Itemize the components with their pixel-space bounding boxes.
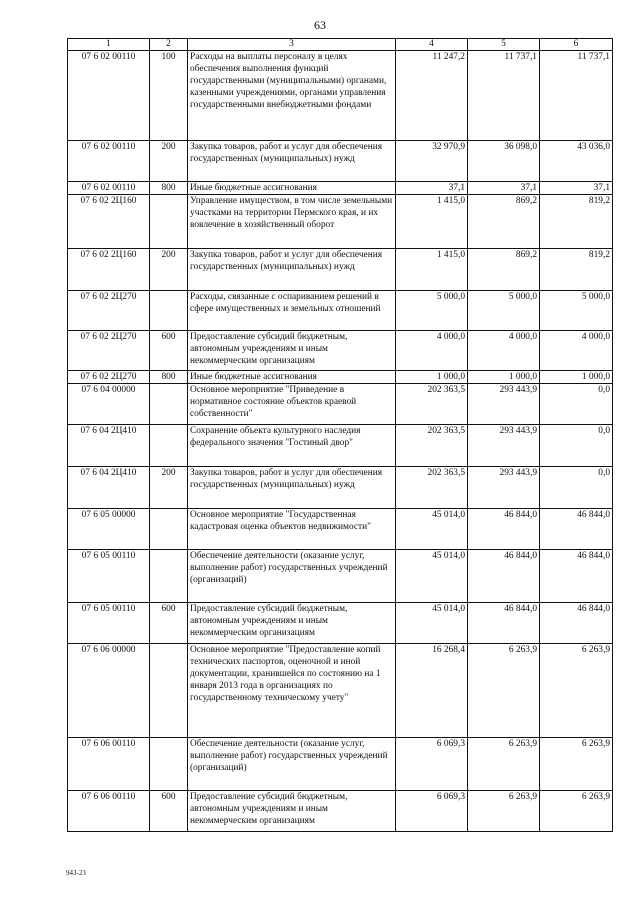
cell-value-year-2: 46 844,0 [468, 509, 540, 550]
cell-name: Управление имуществом, в том числе земельными участками на территории Пермского края, и их вовлечение в хозяйственный оборот [188, 195, 396, 249]
header-col-2: 2 [150, 39, 188, 51]
table-row [68, 644, 613, 738]
cell-value-year-1: 1 415,0 [396, 249, 468, 291]
cell-name: Предоставление субсидий бюджетным, автономным учреждениям и иным некоммерческим организациям [188, 331, 396, 371]
cell-value-year-1: 45 014,0 [396, 550, 468, 603]
cell-value-year-2: 293 443,9 [468, 425, 540, 467]
table-row [68, 467, 613, 509]
table-row [68, 603, 613, 644]
cell-name: Расходы, связанные с оспариванием решений в сфере имущественных и земельных отношений [188, 291, 396, 331]
footer-document-code: 943-23 [66, 869, 86, 877]
cell-value-year-3: 0,0 [540, 425, 613, 467]
cell-value-year-3: 1 000,0 [540, 371, 613, 384]
cell-value-year-1: 202 363,5 [396, 467, 468, 509]
cell-code: 07 6 02 2Ц270 [68, 331, 150, 371]
cell-name: Закупка товаров, работ и услуг для обеспечения государственных (муниципальных) нужд [188, 467, 396, 509]
cell-expense-type: 200 [150, 249, 188, 291]
cell-expense-type [150, 195, 188, 249]
cell-value-year-1: 1 000,0 [396, 371, 468, 384]
cell-value-year-1: 32 970,9 [396, 141, 468, 182]
cell-code: 07 6 02 2Ц160 [68, 195, 150, 249]
cell-value-year-2: 293 443,9 [468, 384, 540, 425]
cell-expense-type: 800 [150, 182, 188, 195]
cell-name: Предоставление субсидий бюджетным, автономным учреждениям и иным некоммерческим организациям [188, 791, 396, 832]
cell-value-year-2: 6 263,9 [468, 644, 540, 738]
cell-value-year-2: 37,1 [468, 182, 540, 195]
cell-value-year-2: 869,2 [468, 249, 540, 291]
cell-value-year-1: 45 014,0 [396, 509, 468, 550]
cell-value-year-3: 46 844,0 [540, 550, 613, 603]
cell-value-year-3: 0,0 [540, 467, 613, 509]
cell-name: Основное мероприятие "Государственная кадастровая оценка объектов недвижимости" [188, 509, 396, 550]
cell-expense-type [150, 738, 188, 791]
table-row [68, 291, 613, 331]
cell-expense-type [150, 384, 188, 425]
cell-name: Обеспечение деятельности (оказание услуг, выполнение работ) государственных учреждений (организаций) [188, 738, 396, 791]
cell-value-year-2: 46 844,0 [468, 603, 540, 644]
cell-code: 07 6 05 00000 [68, 509, 150, 550]
table-header-row [68, 39, 613, 51]
cell-value-year-1: 11 247,2 [396, 51, 468, 141]
table-row [68, 791, 613, 832]
cell-value-year-1: 16 268,4 [396, 644, 468, 738]
cell-value-year-2: 36 098,0 [468, 141, 540, 182]
header-col-4: 4 [396, 39, 468, 51]
cell-expense-type [150, 509, 188, 550]
cell-value-year-3: 6 263,9 [540, 644, 613, 738]
table-body [68, 51, 613, 832]
table-row [68, 51, 613, 141]
cell-value-year-3: 46 844,0 [540, 509, 613, 550]
cell-expense-type: 600 [150, 791, 188, 832]
cell-name: Закупка товаров, работ и услуг для обеспечения государственных (муниципальных) нужд [188, 141, 396, 182]
header-col-1: 1 [68, 39, 150, 51]
cell-value-year-1: 4 000,0 [396, 331, 468, 371]
cell-value-year-1: 37,1 [396, 182, 468, 195]
cell-value-year-2: 4 000,0 [468, 331, 540, 371]
cell-code: 07 6 02 2Ц270 [68, 291, 150, 331]
cell-code: 07 6 02 2Ц160 [68, 249, 150, 291]
cell-value-year-1: 45 014,0 [396, 603, 468, 644]
cell-name: Иные бюджетные ассигнования [188, 371, 396, 384]
budget-table [67, 38, 613, 832]
cell-value-year-3: 6 263,9 [540, 791, 613, 832]
cell-name: Закупка товаров, работ и услуг для обеспечения государственных (муниципальных) нужд [188, 249, 396, 291]
cell-value-year-3: 6 263,9 [540, 738, 613, 791]
header-col-5: 5 [468, 39, 540, 51]
cell-name: Расходы на выплаты персоналу в целях обеспечения выполнения функций государственными (муниципальными) органами, казенными учреждениями, органами управления государственными внебюджетными фондами [188, 51, 396, 141]
cell-code: 07 6 06 00110 [68, 791, 150, 832]
cell-value-year-3: 46 844,0 [540, 603, 613, 644]
cell-code: 07 6 06 00000 [68, 644, 150, 738]
cell-value-year-3: 37,1 [540, 182, 613, 195]
cell-code: 07 6 04 00000 [68, 384, 150, 425]
table-row [68, 182, 613, 195]
table-row [68, 550, 613, 603]
table-row [68, 195, 613, 249]
cell-code: 07 6 02 00110 [68, 182, 150, 195]
cell-value-year-2: 293 443,9 [468, 467, 540, 509]
table-row [68, 738, 613, 791]
table-row [68, 141, 613, 182]
cell-value-year-1: 6 069,3 [396, 738, 468, 791]
cell-name: Предоставление субсидий бюджетным, автономным учреждениям и иным некоммерческим организациям [188, 603, 396, 644]
cell-name: Основное мероприятие "Предоставление копий технических паспортов, оценочной и иной документации, хранившейся по состоянию на 1 января 2013 года в организациях по государственному техническому учету" [188, 644, 396, 738]
cell-value-year-1: 6 069,3 [396, 791, 468, 832]
table-row [68, 331, 613, 371]
header-col-3: 3 [188, 39, 396, 51]
header-col-6: 6 [540, 39, 613, 51]
cell-expense-type: 600 [150, 331, 188, 371]
cell-code: 07 6 04 2Ц410 [68, 467, 150, 509]
cell-value-year-1: 202 363,5 [396, 384, 468, 425]
table-row [68, 371, 613, 384]
cell-expense-type [150, 291, 188, 331]
cell-name: Иные бюджетные ассигнования [188, 182, 396, 195]
cell-code: 07 6 02 00110 [68, 141, 150, 182]
cell-code: 07 6 02 00110 [68, 51, 150, 141]
cell-code: 07 6 05 00110 [68, 550, 150, 603]
cell-code: 07 6 06 00110 [68, 738, 150, 791]
cell-name: Сохранение объекта культурного наследия федерального значения "Гостиный двор" [188, 425, 396, 467]
cell-expense-type [150, 644, 188, 738]
cell-value-year-2: 6 263,9 [468, 791, 540, 832]
page-number: 63 [314, 18, 326, 32]
cell-value-year-1: 1 415,0 [396, 195, 468, 249]
cell-value-year-1: 5 000,0 [396, 291, 468, 331]
cell-name: Основное мероприятие "Приведение в нормативное состояние объектов краевой собственности" [188, 384, 396, 425]
table-row [68, 509, 613, 550]
cell-value-year-3: 5 000,0 [540, 291, 613, 331]
cell-expense-type: 200 [150, 141, 188, 182]
cell-value-year-3: 43 036,0 [540, 141, 613, 182]
table-row [68, 384, 613, 425]
cell-value-year-2: 5 000,0 [468, 291, 540, 331]
cell-value-year-3: 0,0 [540, 384, 613, 425]
cell-value-year-2: 11 737,1 [468, 51, 540, 141]
cell-value-year-1: 202 363,5 [396, 425, 468, 467]
cell-expense-type [150, 425, 188, 467]
cell-value-year-2: 869,2 [468, 195, 540, 249]
cell-value-year-2: 46 844,0 [468, 550, 540, 603]
cell-value-year-2: 1 000,0 [468, 371, 540, 384]
table-row [68, 249, 613, 291]
cell-value-year-3: 819,2 [540, 249, 613, 291]
cell-value-year-3: 4 000,0 [540, 331, 613, 371]
cell-value-year-2: 6 263,9 [468, 738, 540, 791]
cell-expense-type [150, 550, 188, 603]
cell-expense-type: 800 [150, 371, 188, 384]
cell-value-year-3: 11 737,1 [540, 51, 613, 141]
cell-code: 07 6 05 00110 [68, 603, 150, 644]
cell-value-year-3: 819,2 [540, 195, 613, 249]
cell-code: 07 6 04 2Ц410 [68, 425, 150, 467]
cell-name: Обеспечение деятельности (оказание услуг, выполнение работ) государственных учреждений (организаций) [188, 550, 396, 603]
cell-expense-type: 200 [150, 467, 188, 509]
cell-expense-type: 100 [150, 51, 188, 141]
cell-code: 07 6 02 2Ц270 [68, 371, 150, 384]
table-row [68, 425, 613, 467]
cell-expense-type: 600 [150, 603, 188, 644]
